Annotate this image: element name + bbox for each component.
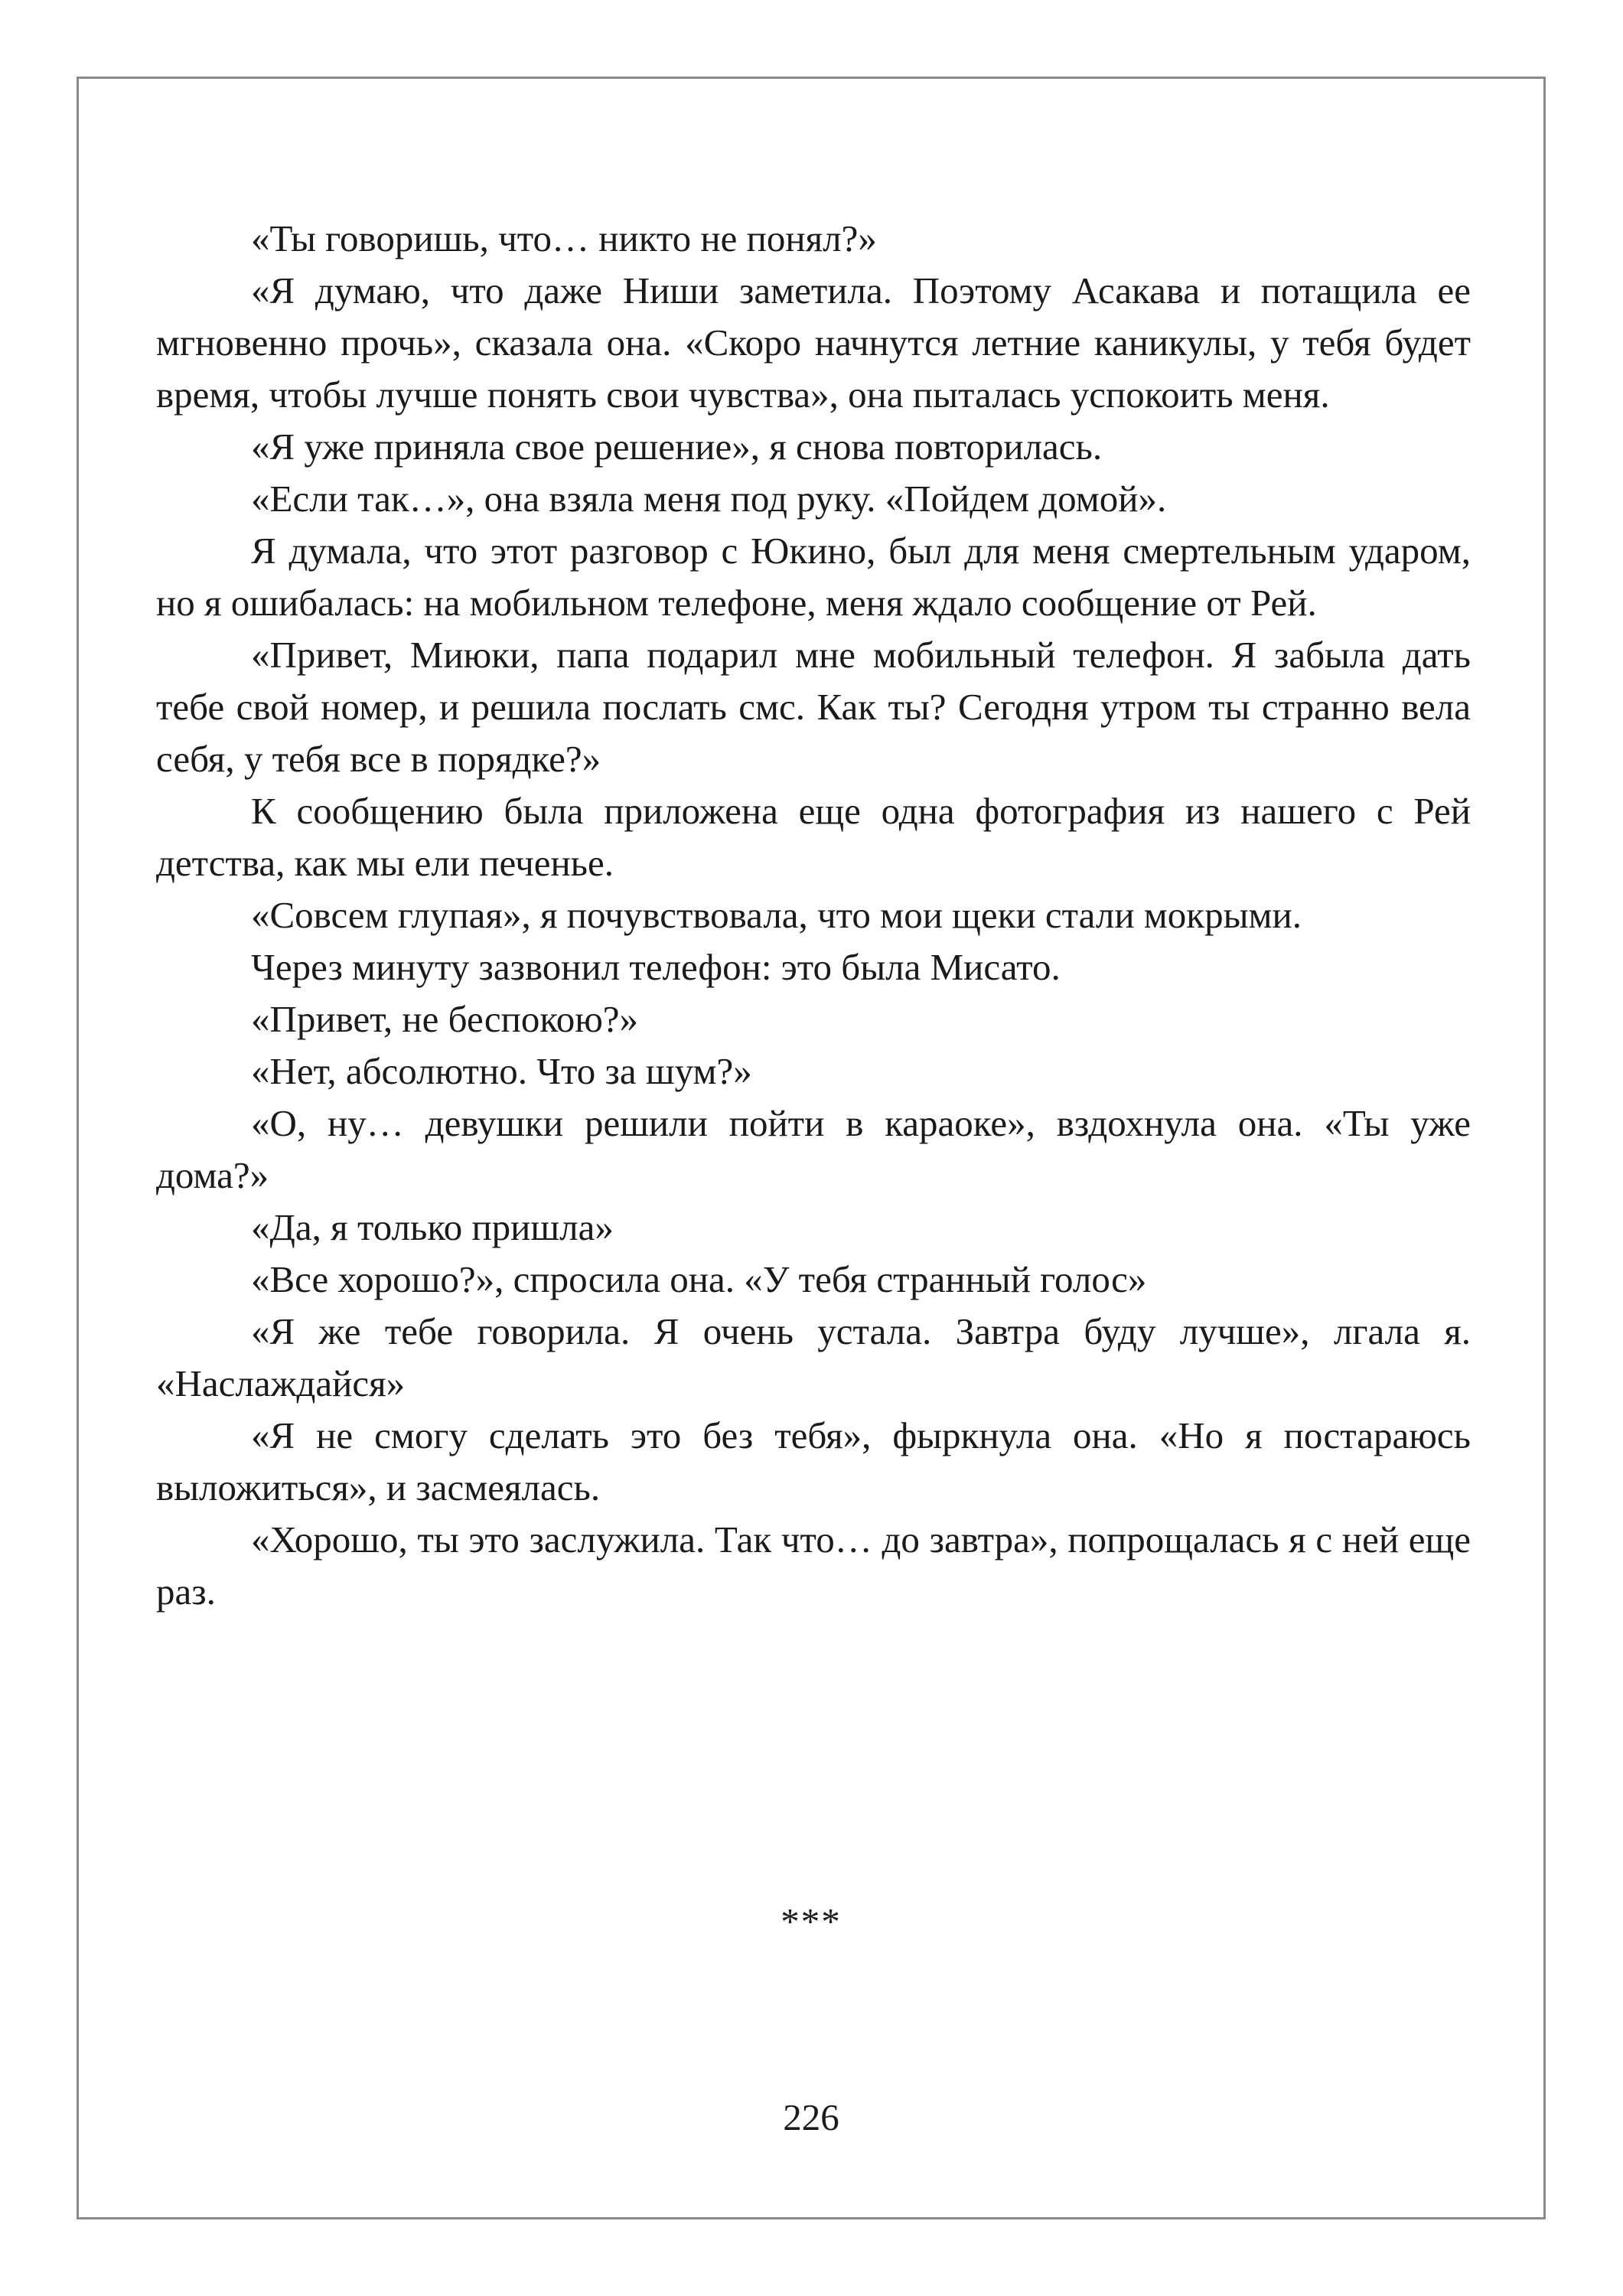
paragraph-10: «Привет, не беспокою?»	[251, 998, 639, 1040]
paragraph-13: «Да, я только пришла»	[251, 1206, 614, 1248]
paragraph-2: «Я думаю, что даже Ниши заметила. Поэтому Асакава и потащила ее мгновенно прочь», сказала она. «Скоро начнутся летние каникулы, у тебя будет время, чтобы лучше понять свои чувства», она пыталась успокоить меня.	[156, 269, 1471, 416]
paragraph-12: «О, ну… девушки решили пойти в караоке», вздохнула она. «Ты уже дома?»	[156, 1102, 1471, 1196]
body-text	[156, 213, 1471, 1618]
paragraph-1: «Ты говоришь, что… никто не понял?»	[251, 217, 877, 259]
section-separator: ***	[781, 1900, 842, 1942]
page-number: 226	[783, 2096, 839, 2138]
paragraph-9: Через минуту зазвонил телефон: это была Мисато.	[251, 946, 1061, 988]
paragraph-4: «Если так…», она взяла меня под руку. «Пойдем домой».	[251, 478, 1167, 520]
paragraph-7: К сообщению была приложена еще одна фотография из нашего с Рей детства, как мы ели печенье.	[156, 790, 1471, 884]
paragraph-5: Я думала, что этот разговор с Юкино, был для меня смертельным ударом, но я ошибалась: на мобильном телефоне, меня ждало сообщение от Рей.	[156, 530, 1471, 624]
paragraph-11: «Нет, абсолютно. Что за шум?»	[251, 1050, 752, 1092]
paragraph-14: «Все хорошо?», спросила она. «У тебя странный голос»	[251, 1258, 1147, 1300]
paragraph-16: «Я не смогу сделать это без тебя», фыркнула она. «Но я постараюсь выложиться», и засмеялась.	[156, 1414, 1471, 1508]
paragraph-8: «Совсем глупая», я почувствовала, что мои щеки стали мокрыми.	[251, 894, 1302, 936]
paragraph-6: «Привет, Миюки, папа подарил мне мобильный телефон. Я забыла дать тебе свой номер, и решила послать смс. Как ты? Сегодня утром ты странно вела себя, у тебя все в порядке?»	[156, 634, 1471, 780]
paragraph-17: «Хорошо, ты это заслужила. Так что… до завтра», попрощалась я с ней еще раз.	[156, 1518, 1471, 1613]
paragraph-15: «Я же тебе говорила. Я очень устала. Завтра буду лучше», лгала я. «Наслаждайся»	[156, 1310, 1471, 1404]
paragraph-3: «Я уже приняла свое решение», я снова повторилась.	[251, 426, 1103, 468]
